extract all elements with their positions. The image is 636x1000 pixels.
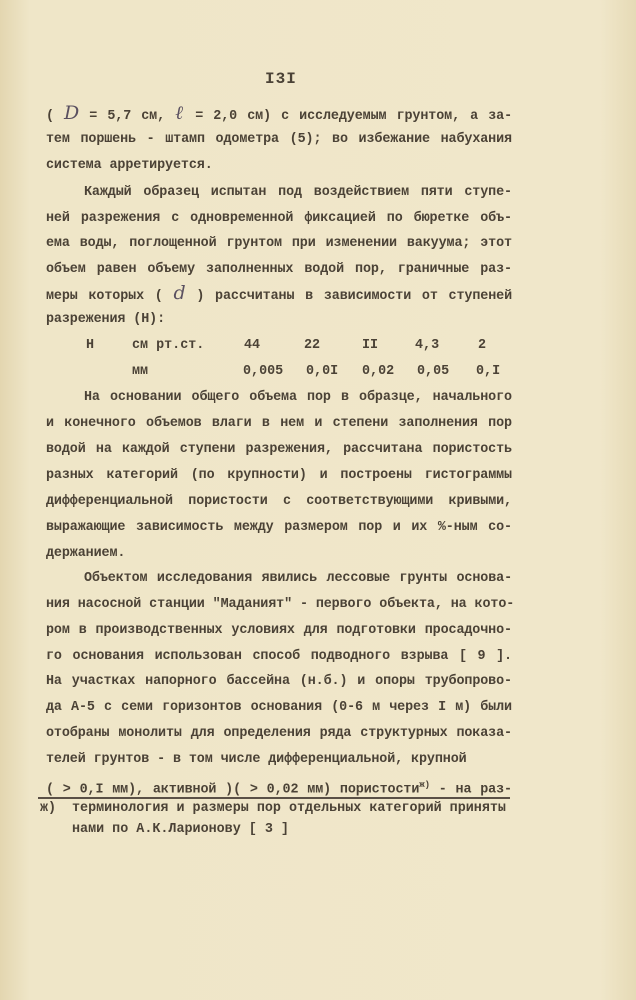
text-line: меры которых ( d ) рассчитаны в зависимости от ступеней [46, 282, 513, 304]
text-line: ром в производственных условиях для подготовки просадочно- [46, 623, 512, 638]
text-line: разрежения (H): [46, 312, 166, 327]
text-line: На основании общего объема пор в образце, начального [84, 390, 512, 405]
text-line: и конечного объемов влаги в нем и степени заполнения пор [46, 416, 512, 431]
text-line: Каждый образец испытан под воздействием пяти ступе- [84, 185, 512, 200]
text-line: разных категорий (по крупности) и построены гистограммы [46, 468, 512, 483]
text-line: ней разрежения с одновременной фиксацией по бюретке объ- [46, 211, 512, 226]
text-line: водой на каждой ступени разрежения, рассчитана пористость [46, 442, 512, 457]
text-line: да А-5 с семи горизонтов основания (0-6 м через I м) были [46, 700, 512, 715]
text-line: система арретируется. [46, 158, 213, 173]
text-line: отобраны монолиты для определения ряда структурных показа- [46, 726, 512, 741]
text-line: ( > 0,I мм), активной )( > 0,02 мм) пористости$^{ж)}$ - на раз- [46, 780, 512, 798]
footnote-line: нами по А.К.Ларионову [ 3 ] [72, 822, 289, 837]
text-line: держанием. [46, 546, 126, 561]
text-line: объем равен объему заполненных водой пор, граничные раз- [46, 262, 512, 277]
text-line: дифференциальной пористости с соответствующими кривыми, [46, 494, 512, 509]
footnote-line: терминология и размеры пор отдельных категорий приняты [72, 801, 506, 816]
symbol-l: ℓ [175, 102, 186, 124]
text-line: выражающие зависимость между размером пор и их %-ным со- [46, 520, 512, 535]
text-line: ема воды, поглощенной грунтом при изменении вакуума; этот [46, 236, 512, 251]
text-line: го основания использован способ подводного взрыва [ 9 ]. [46, 649, 512, 664]
footnote-ref: ж) [419, 780, 430, 790]
document-page: I3I ( D = 5,7 см, ℓ = 2,0 см) с исследуемым грунтом, а за- тем поршень - штамп одометра (5); во избежание набухания система арретируется. Каждый образец испытан под воздействием пяти ступе- ней разрежения с одновременной фиксацией по бюретке объ- ема воды, поглощенной грунтом при изменении вакуума; этот объем равен объему заполненных водой пор, граничные раз- меры которых ( d ) рассчитаны в зависимости от ступеней разрежения (H): H см рт.ст. 44 22 II 4,3 2 мм 0,005 0,0I 0,02 0,05 0,I На основании общего объема пор в образце, начального и конечного объемов влаги в нем и степени заполнения пор водой на каждой ступени разрежения, рассчитана пористость разных категорий (по крупности) и построены гистограммы дифференциальной пористости с соответствующими кривыми, выражающие зависимость между размером пор и их %-ным со- держанием. Объектом исследования явились лессовые грунты основа- ния насосной станции "Маданият" - первого объекта, на кото- ром в производственных условиях для подготовки просадочно- го основания использован способ подводного взрыва [ 9 ]. На участках напорного бассейна (н.б.) и опоры трубопрово- да А-5 с семи горизонтов основания (0-6 м через I м) были отобраны монолиты для определения ряда структурных показа- телей грунтов - в том числе дифференциальной, крупной ( > 0,I мм), активной )( > 0,02 мм) пористости$^{ж)}$ - на раз- ж) терминология и размеры пор отдельных категорий приняты нами по А.К.Ларионову [ 3 ] [0, 0, 636, 1000]
text-line: тем поршень - штамп одометра (5); во избежание набухания [46, 132, 512, 147]
text-line: ( D = 5,7 см, ℓ = 2,0 см) с исследуемым грунтом, а за- [46, 102, 513, 124]
footnote-divider [38, 797, 510, 799]
symbol-d-upper: D [64, 102, 80, 124]
text-line: На участках напорного бассейна (н.б.) и опоры трубопрово- [46, 674, 512, 689]
footnote-mark: ж) [40, 801, 57, 816]
page-number: I3I [265, 70, 297, 88]
symbol-d: d [173, 282, 186, 304]
text-line: Объектом исследования явились лессовые грунты основа- [84, 571, 512, 586]
text-line: телей грунтов - в том числе дифференциальной, крупной [46, 752, 467, 767]
text-line: ния насосной станции "Маданият" - первого объекта, на кото- [46, 597, 515, 612]
